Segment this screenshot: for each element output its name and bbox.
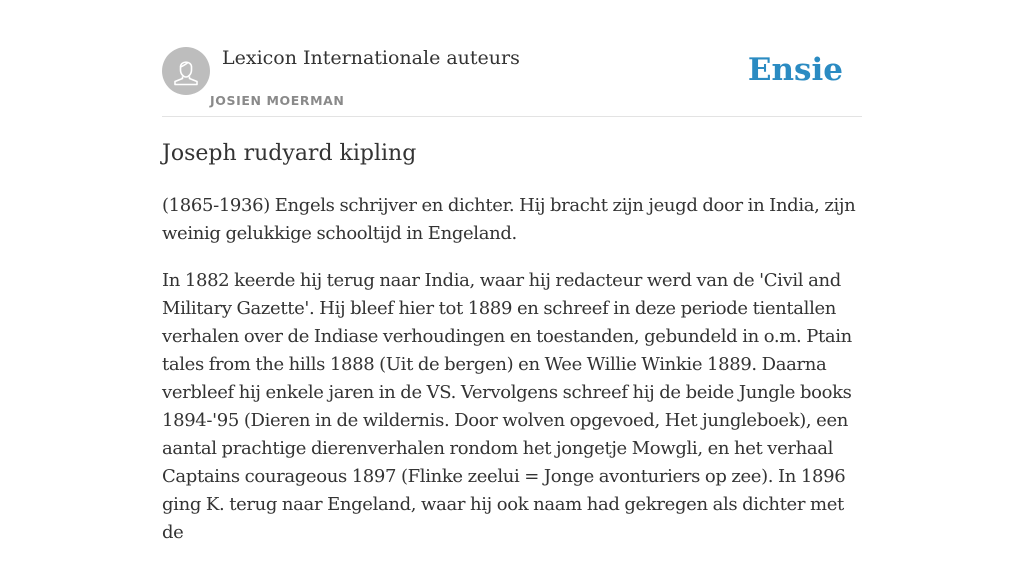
page <box>162 0 862 543</box>
author-name[interactable]: JOSIEN MOERMAN <box>210 93 345 108</box>
header <box>162 0 862 117</box>
ensie-logo[interactable]: Ensie <box>747 52 843 88</box>
article-title: Joseph rudyard kipling <box>162 141 417 166</box>
user-silhouette-icon <box>162 47 210 95</box>
article-paragraph: In 1882 keerde hij terug naar India, waar hij redacteur werd van de 'Civil and Military Gazette'. Hij bleef hier tot 1889 en schreef in deze periode tientallen verhalen over de Indiase verhoudingen en toestanden, gebundeld in o.m. Ptain tales from the hills 1888 (Uit de bergen) en Wee Willie Winkie 1889. Daarna verbleef hij enkele jaren in de VS. Vervolgens schreef hij de beide Jungle books 1894-'95 (Dieren in de wildernis. Door wolven opgevoed, Het jungleboek), een aantal prachtige dierenverhalen rondom het jongetje Mowgli, en het verhaal Captains courageous 1897 (Flinke zeelui = Jonge avonturiers op zee). In 1896 ging K. terug naar Engeland, waar hij ook naam had gekregen als dichter met de <box>162 270 852 543</box>
author-avatar[interactable] <box>162 47 210 95</box>
article-paragraph: (1865-1936) Engels schrijver en dichter. Hij bracht zijn jeugd door in India, zijn weinig gelukkige schooltijd in Engeland. <box>162 195 856 244</box>
source-title[interactable]: Lexicon Internationale auteurs <box>222 47 520 69</box>
article-body <box>162 192 862 566</box>
